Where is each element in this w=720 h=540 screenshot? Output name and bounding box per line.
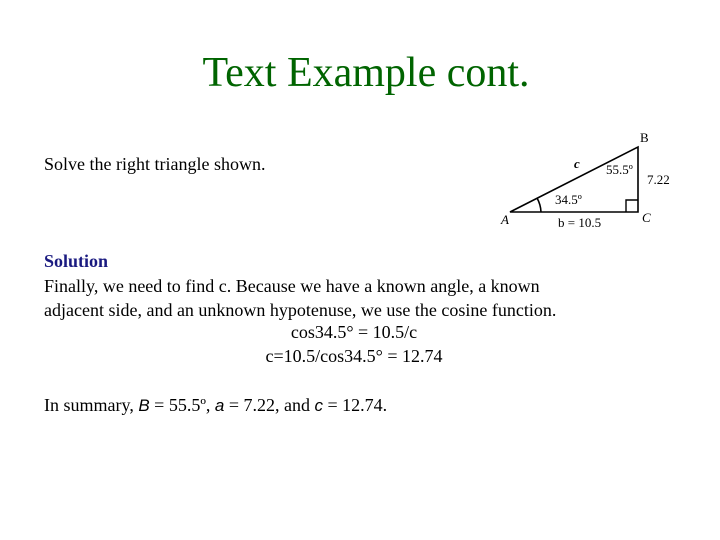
summary-line [44, 395, 387, 416]
summary-a-var: a [214, 396, 225, 415]
summary-c-val: = 12.74. [323, 395, 388, 415]
side-c-label: c [574, 156, 580, 171]
equation-cosine: cos34.5° = 10.5/c [290, 322, 418, 342]
solution-line-2: adjacent side, and an unknown hypotenuse, we use the cosine function. [44, 300, 557, 320]
summary-prefix: In summary, [44, 395, 139, 415]
vertex-B-label: B [640, 130, 649, 145]
angle-A-label: 34.5º [555, 192, 582, 207]
right-triangle-figure [490, 125, 690, 235]
vertex-A-label: A [501, 212, 509, 227]
side-a-label: 7.22 [647, 172, 670, 187]
vertex-C-label: C [642, 210, 651, 225]
slide-title: Text Example cont. [202, 50, 530, 96]
problem-prompt: Solve the right triangle shown. [44, 154, 266, 174]
summary-B-val: = 55.5º, [149, 395, 215, 415]
summary-B-var: B [138, 396, 150, 415]
equation-result: c=10.5/cos34.5° = 12.74 [265, 346, 443, 366]
side-b-label: b = 10.5 [558, 215, 602, 230]
summary-c-var: c [314, 396, 324, 415]
solution-text [44, 274, 634, 322]
angle-arc-A [537, 198, 541, 212]
angle-B-label: 55.5º [606, 162, 633, 177]
right-angle-marker [626, 200, 638, 212]
summary-a-val: = 7.22, and [224, 395, 315, 415]
solution-line-1: Finally, we need to find c. Because we have a known angle, a known [44, 276, 540, 296]
solution-heading: Solution [44, 251, 109, 271]
